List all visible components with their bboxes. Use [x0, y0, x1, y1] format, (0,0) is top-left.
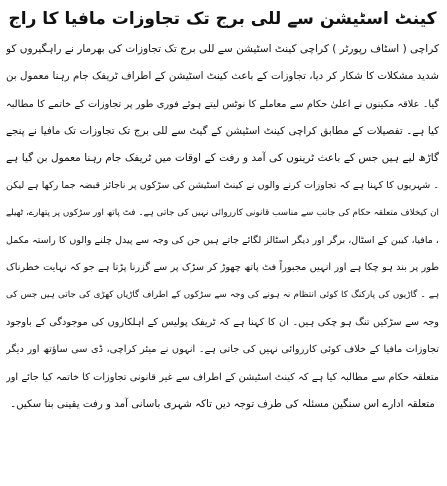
body-line: ، مافیا، کیبن کے اسٹال، برگر اور دیگر اسٹالز لگائے جاتے ہیں جن کی وجہ سے پیدل چلنے والوں کا راستہ مکمل [6, 235, 439, 247]
article-headline: کینٹ اسٹیشن سے للی برج تک تجاوزات مافیا کا راج [8, 9, 437, 29]
body-line: متعلقہ ادارے اس سنگین مسئلہ کی طرف توجہ دیں تاکہ شہری باسانی آمد و رفت یقینی بنا سکیں۔ [10, 397, 435, 410]
body-line: گیا۔ علاقہ مکینوں نے اعلیٰ حکام سے معاملے کا نوٹس لیتے ہوئے فوری طور پر تجاوزات کے خاتمے کا مطالبہ [6, 98, 439, 110]
body-line: گاڑھ لیے ہیں جس کے باعث ٹرینوں کی آمد و رفت کے اوقات میں ٹریفک جام رہنا معمول بن گیا ہے [6, 152, 439, 165]
body-line: ۔ شہریوں کا کہنا ہے کہ تجاوزات کرنے والوں نے کینٹ اسٹیشن کی سڑکوں پر ناجائز قبضہ جما رکھا ہے لیکن [6, 180, 439, 192]
body-line: شدید مشکلات کا شکار کر دیا، تجاوزات کے باعث کینٹ اسٹیشن کے اطراف ٹریفک جام رہنا معمول بن [6, 70, 439, 83]
body-line: کراچی ( اسٹاف رپورٹر ) کراچی کینٹ اسٹیشن سے للی برج تک تجاوزات کی بھرمار نے راہگیروں کو [6, 43, 439, 55]
body-line: کیا ہے۔ تفصیلات کے مطابق کراچی کینٹ اسٹیشن کے گیٹ سے للی برج تک تجاوزات تک مافیا نے پنجے [6, 124, 439, 137]
body-line: ان کیخلاف متعلقہ حکام کی جانب سے مناسب قانونی کارروائی نہیں کی جاتی ہے۔ فٹ پاتھ اور سڑکوں پر پتھارے، ٹھیلے [6, 207, 439, 218]
body-line: وجہ سے سڑکیں تنگ ہو چکی ہیں۔ ان کا کہنا ہے کہ ٹریفک پولیس کے اہلکاروں کی موجودگی کے باوجود [6, 316, 439, 328]
body-line: ہے ۔ گاڑیوں کی پارکنگ کا کوئی انتظام نہ ہونے کی وجہ سے سڑکوں کے اطراف گاڑیاں کھڑی کی جاتی ہیں جس کی [6, 289, 439, 300]
body-line: تجاوزات مافیا کے خلاف کوئی کارروائی نہیں کی جاتی ہے۔ انہوں نے میئر کراچی، ڈی سی ساؤتھ اور دیگر [6, 344, 439, 356]
body-line: طور پر بند ہو چکا ہے اور انہیں مجبوراً فٹ پاتھ چھوڑ کر سڑک پر سے گزرنا پڑتا ہے جو کہ نہایت خطرناک [6, 262, 439, 274]
body-line: متعلقہ حکام سے مطالبہ کیا ہے کہ کینٹ اسٹیشن کے اطراف سے غیر قانونی تجاوزات کا خاتمہ کیا جائے اور [6, 371, 439, 383]
article-body [6, 36, 439, 418]
